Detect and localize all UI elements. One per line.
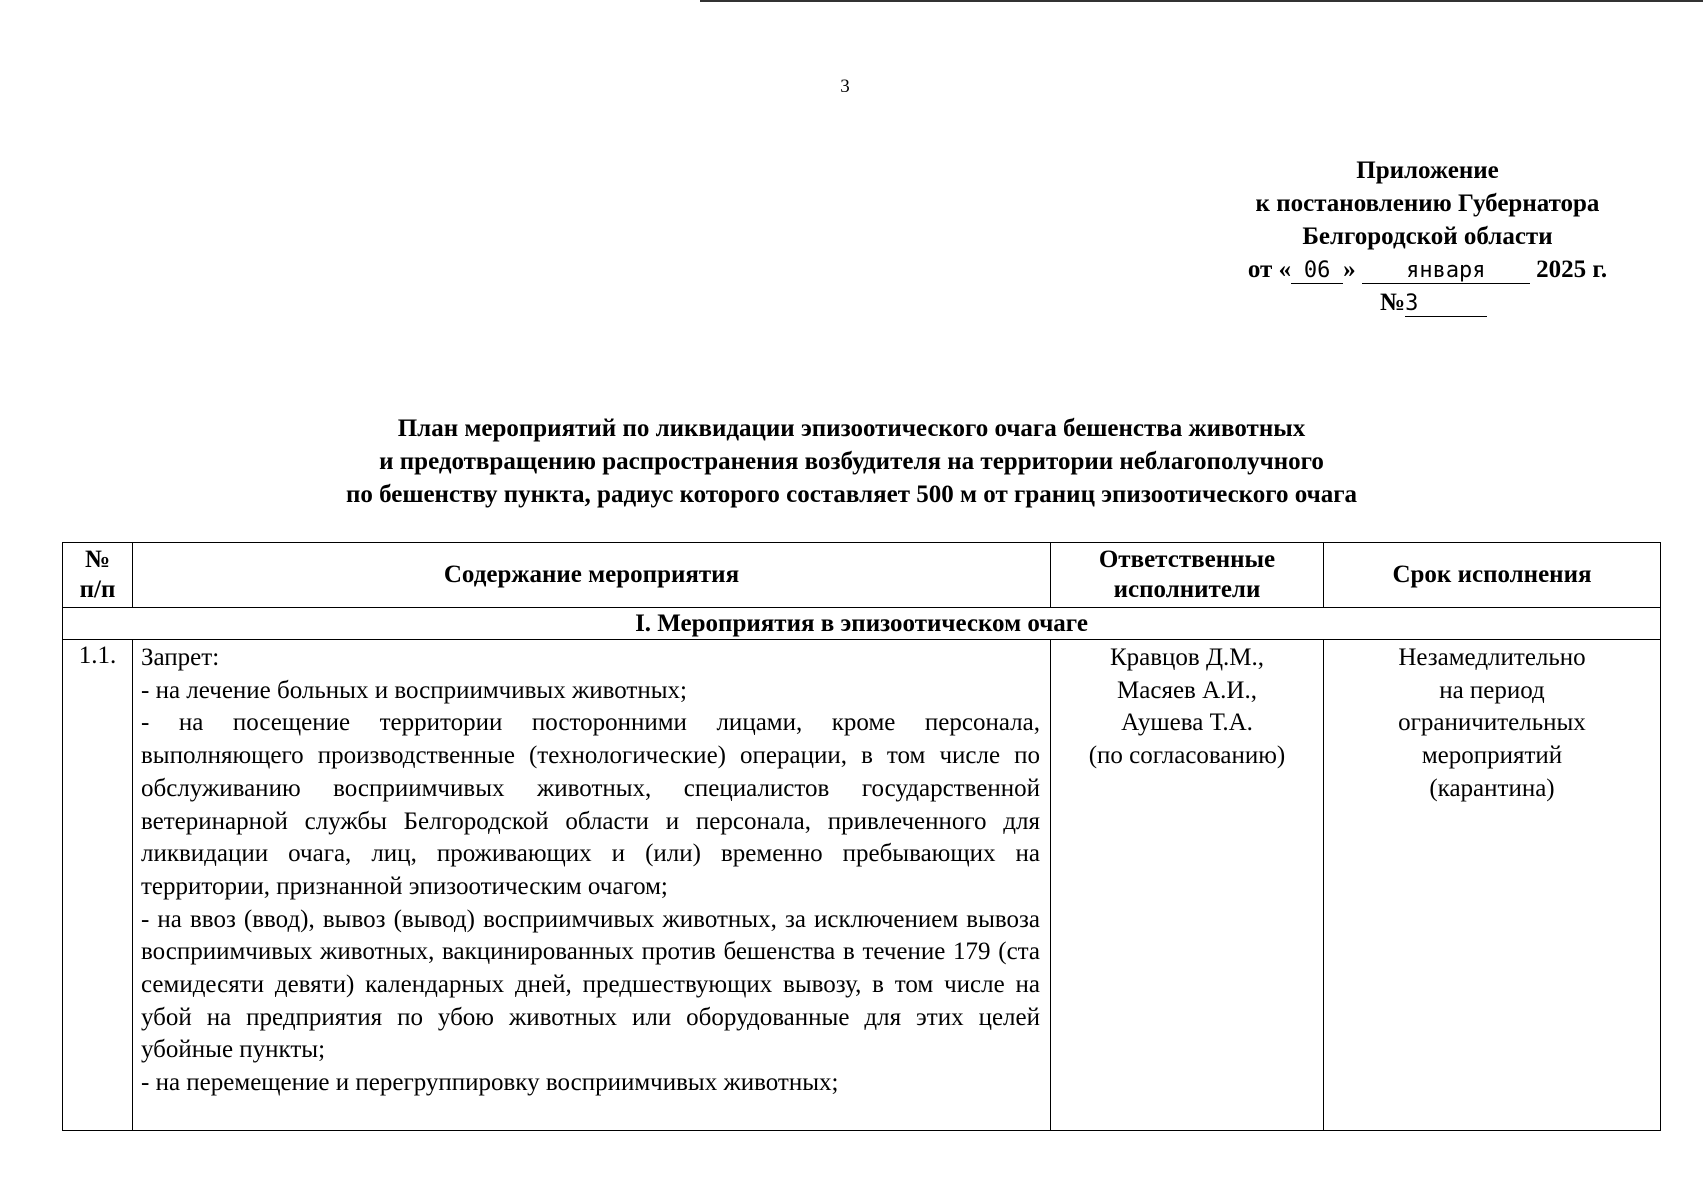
date-month: января (1362, 259, 1530, 284)
header-deadline: Срок исполнения (1324, 543, 1661, 608)
plan-title-line-1: План мероприятий по ликвидации эпизоотического очага бешенства животных (397, 415, 1306, 442)
deadline-line: Незамедлительно (1398, 644, 1586, 671)
top-edge-line (700, 0, 1703, 2)
table-row (63, 640, 1661, 1131)
deadline-line: ограничительных (1398, 709, 1586, 737)
header-number (63, 543, 133, 608)
date-year: 2025 г. (1536, 256, 1608, 283)
plan-title-line-2: и предотвращению распространения возбудителя на территории неблагополучного (379, 448, 1324, 475)
responsible-note: (по согласованию) (1088, 742, 1286, 770)
page-number: 3 (840, 76, 850, 97)
appendix-date (1190, 253, 1665, 286)
appendix-region: Белгородской области (1302, 223, 1553, 250)
plan-title (0, 412, 1703, 511)
section-title: I. Мероприятия в эпизоотическом очаге (63, 608, 1661, 640)
header-content: Содержание мероприятия (133, 543, 1051, 608)
row-number: 1.1. (63, 640, 133, 1131)
header-number-line-1: № (84, 546, 111, 573)
responsible-person: Кравцов Д.М., (1109, 644, 1265, 671)
header-responsible: Ответственные исполнители (1051, 543, 1324, 608)
date-mid: » (1343, 256, 1356, 283)
responsible-person: Аушева Т.А. (1121, 709, 1253, 737)
content-paragraph: - на посещение территории посторонними лицами, кроме персонала, выполняющего производственные (технологические) операции, в том числе по обслуживанию восприимчивых животных, специалистов государственной ветеринарной службы Белгородской области и персонала, привлеченного для ликвидации очага, лиц, проживающих и (или) временно пребывающих на территории, признанной эпизоотическим очагом; (141, 709, 1040, 900)
appendix-number (1190, 286, 1665, 319)
number-prefix: № (1379, 289, 1406, 316)
header-number-line-2: п/п (79, 576, 116, 603)
plan-table (62, 542, 1661, 1131)
appendix-resolution: к постановлению Губернатора (1255, 190, 1600, 217)
table-header-row (63, 543, 1661, 608)
section-row (63, 608, 1661, 640)
content-paragraph: - на ввоз (ввод), вывоз (вывод) восприимчивых животных, за исключением вывоза восприимчивых животных, вакцинированных против бешенства в течение 179 (ста семидесяти девяти) календарных дней, предшествующих вывозу, в том числе на убой на предприятия по убою животных или оборудованные для этих целей убойные пункты; (141, 905, 1040, 1064)
appendix-title: Приложение (1356, 157, 1499, 184)
row-content (133, 640, 1051, 1131)
content-paragraph: - на лечение больных и восприимчивых животных; (141, 676, 687, 704)
responsible-person: Масяев А.И., (1117, 676, 1257, 704)
row-deadline (1324, 640, 1661, 1131)
deadline-line: мероприятий (1421, 742, 1563, 770)
content-paragraph: Запрет: (141, 644, 220, 671)
document-number: 3 (1405, 292, 1487, 317)
deadline-line: на период (1439, 676, 1545, 704)
content-paragraph: - на перемещение и перегруппировку восприимчивых животных; (141, 1069, 839, 1097)
appendix-block (1190, 154, 1665, 319)
date-prefix: от « (1247, 256, 1292, 283)
date-day: 06 (1291, 259, 1343, 284)
deadline-line: (карантина) (1429, 774, 1555, 802)
row-responsible (1051, 640, 1324, 1131)
plan-title-line-3: по бешенству пункта, радиус которого составляет 500 м от границ эпизоотического очага (345, 481, 1358, 508)
